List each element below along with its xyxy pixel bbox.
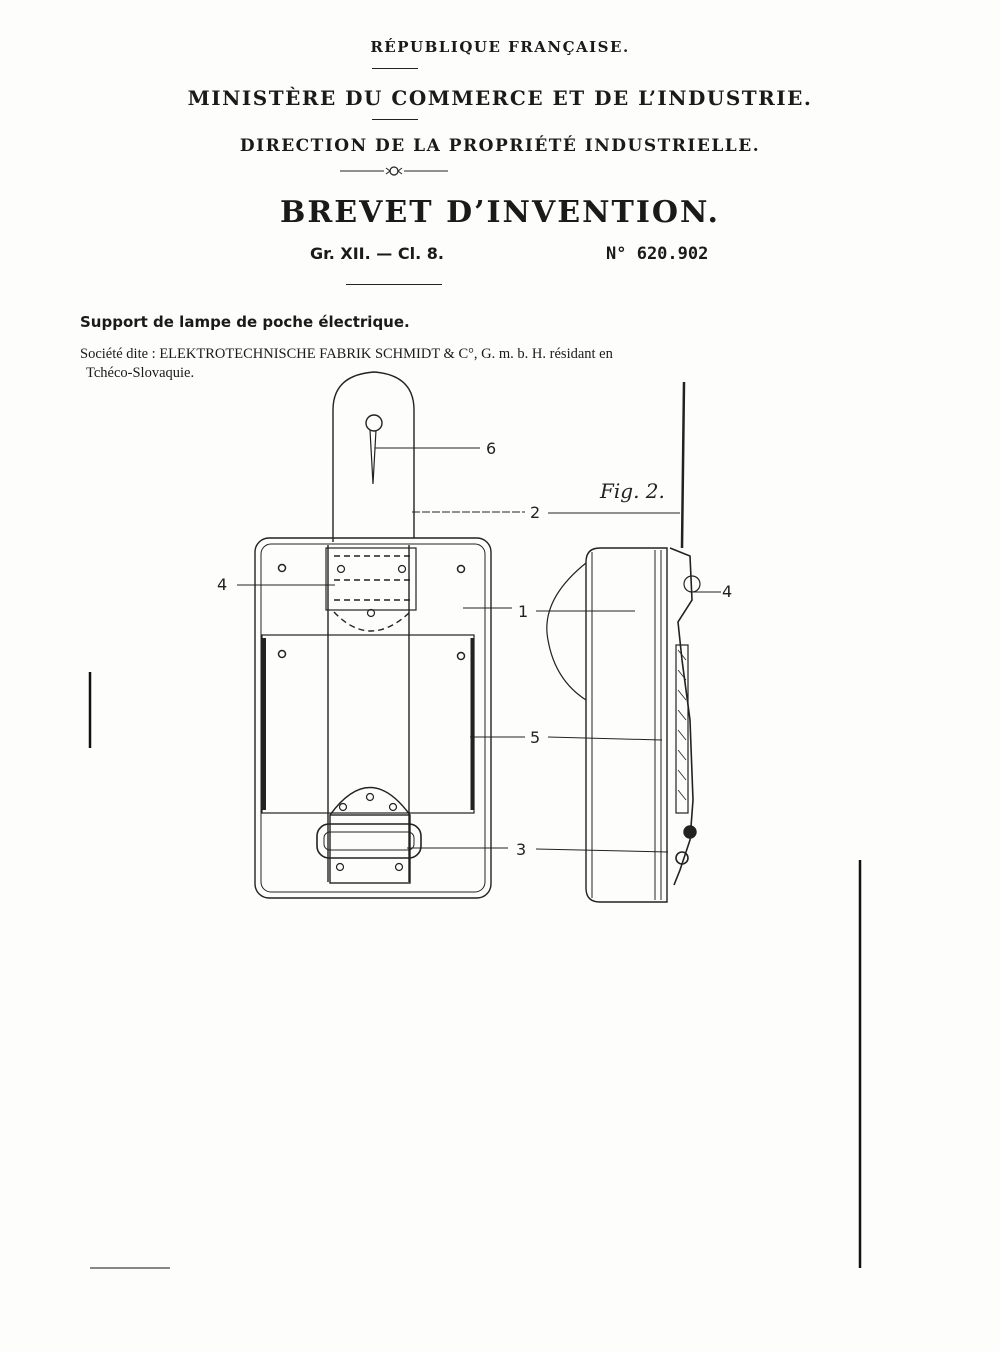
strap-side bbox=[682, 382, 684, 548]
applicant-line-1: Société dite : ELEKTROTECHNISCHE FABRIK SCHMIDT & C°, G. m. b. H. résidant en bbox=[80, 346, 613, 362]
strap bbox=[333, 372, 414, 538]
header-direction: DIRECTION DE LA PROPRIÉTÉ INDUSTRIELLE. bbox=[239, 136, 761, 156]
header-ministry: MINISTÈRE DU COMMERCE ET DE L’INDUSTRIE. bbox=[187, 86, 813, 110]
fig-label: Fig. 2. bbox=[600, 479, 665, 503]
invention-subject: Support de lampe de poche électrique. bbox=[80, 313, 410, 331]
ref-4-left: 4 bbox=[217, 575, 228, 594]
patent-number: N° 620.902 bbox=[606, 244, 709, 264]
header-republic: RÉPUBLIQUE FRANÇAISE. bbox=[370, 38, 630, 56]
ref-2: 2 bbox=[530, 503, 541, 522]
ref-4-right: 4 bbox=[722, 582, 733, 601]
classification: Gr. XII. — Cl. 8. bbox=[310, 244, 444, 263]
lamp-body-front bbox=[255, 538, 491, 898]
ref-1: 1 bbox=[518, 602, 529, 621]
document-title: BREVET D’INVENTION. bbox=[280, 195, 720, 230]
ref-5: 5 bbox=[530, 728, 541, 747]
lamp-body-front-inner bbox=[261, 544, 485, 892]
applicant-line-2: Tchéco-Slovaquie. bbox=[86, 365, 195, 381]
lamp-window bbox=[262, 635, 474, 813]
strap-hole bbox=[366, 415, 382, 431]
lamp-reflector bbox=[547, 563, 586, 700]
ref-6: 6 bbox=[486, 439, 497, 458]
ref-3: 3 bbox=[516, 840, 527, 859]
buckle bbox=[317, 824, 421, 858]
